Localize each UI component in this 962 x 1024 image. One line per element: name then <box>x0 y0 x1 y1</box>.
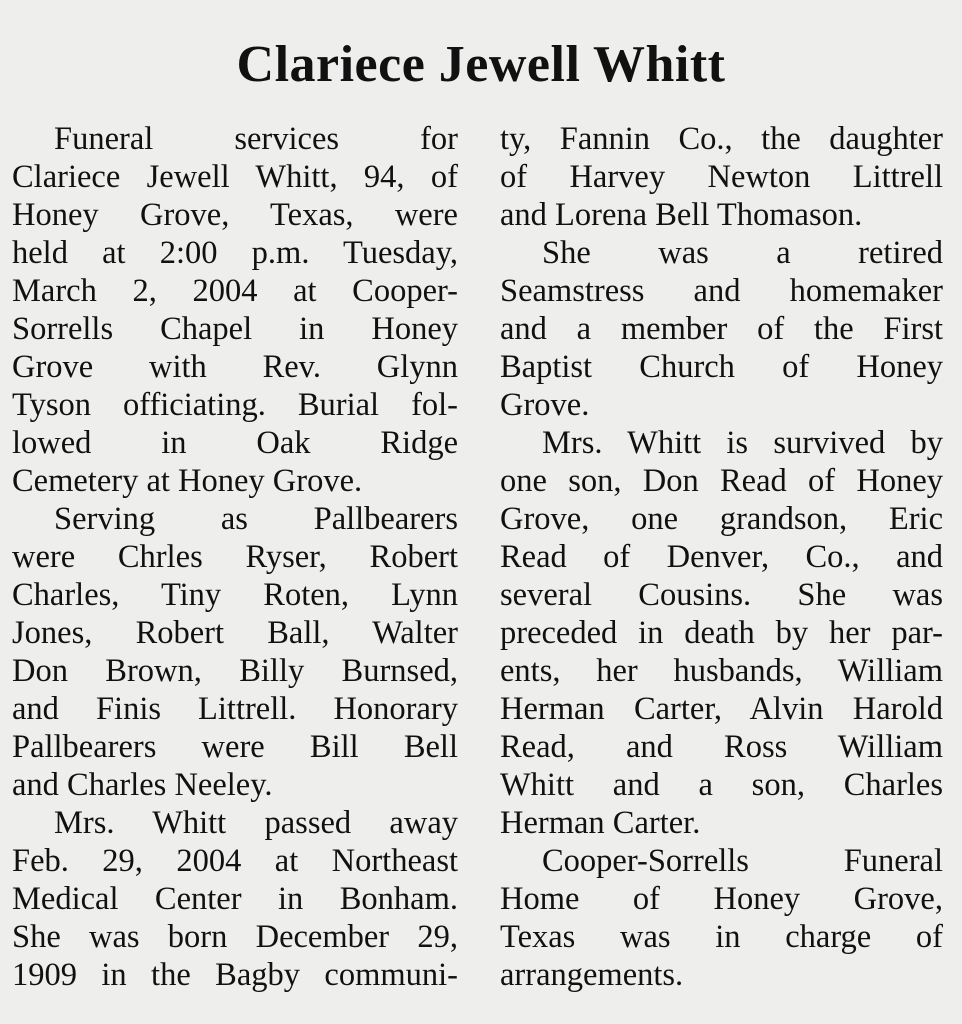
text-line: Seamstress and homemaker <box>500 273 943 309</box>
text-line: Cemetery at Honey Grove. <box>12 463 363 499</box>
text-line: Medical Center in Bonham. <box>12 881 458 917</box>
text-line: Grove with Rev. Glynn <box>12 349 458 385</box>
text-line: Grove, one grandson, Eric <box>500 501 943 537</box>
text-line: and Finis Littrell. Honorary <box>12 691 458 727</box>
text-line: Home of Honey Grove, <box>500 881 943 917</box>
text-line: one son, Don Read of Honey <box>500 463 943 499</box>
text-line: Cooper-Sorrells Funeral <box>542 843 943 879</box>
obituary-title: Clariece Jewell Whitt <box>236 36 726 93</box>
text-line: several Cousins. She was <box>500 577 943 613</box>
text-line: Sorrells Chapel in Honey <box>12 311 458 347</box>
text-line: Grove. <box>500 387 590 423</box>
text-line: and a member of the First <box>500 311 943 347</box>
text-line: ty, Fannin Co., the daughter <box>500 121 943 157</box>
text-line: Mrs. Whitt is survived by <box>542 425 943 461</box>
text-line: Feb. 29, 2004 at Northeast <box>12 843 458 879</box>
text-line: Clariece Jewell Whitt, 94, of <box>12 159 458 195</box>
text-line: Read, and Ross William <box>500 729 943 765</box>
text-line: ents, her husbands, William <box>500 653 943 689</box>
text-line: Pallbearers were Bill Bell <box>12 729 458 765</box>
left-column <box>12 120 458 994</box>
right-column <box>500 120 943 994</box>
text-line: Texas was in charge of <box>500 919 943 955</box>
text-line: Don Brown, Billy Burnsed, <box>12 653 458 689</box>
text-line: and Lorena Bell Thomason. <box>500 197 863 233</box>
text-line: Funeral services for <box>54 121 458 157</box>
text-line: Herman Carter, Alvin Harold <box>500 691 943 727</box>
text-line: Jones, Robert Ball, Walter <box>12 615 458 651</box>
text-line: arrangements. <box>500 957 684 993</box>
text-line: Herman Carter. <box>500 805 701 841</box>
text-line: Read of Denver, Co., and <box>500 539 943 575</box>
text-line: Whitt and a son, Charles <box>500 767 943 803</box>
text-line: preceded in death by her par- <box>500 615 943 651</box>
text-line: She was a retired <box>542 235 943 271</box>
text-line: Baptist Church of Honey <box>500 349 943 385</box>
text-line: held at 2:00 p.m. Tuesday, <box>12 235 458 271</box>
text-line: 1909 in the Bagby communi- <box>12 957 458 993</box>
text-line: Serving as Pallbearers <box>54 501 458 537</box>
text-line: Charles, Tiny Roten, Lynn <box>12 577 458 613</box>
text-line: She was born December 29, <box>12 919 458 955</box>
text-line: Honey Grove, Texas, were <box>12 197 458 233</box>
text-line: March 2, 2004 at Cooper- <box>12 273 458 309</box>
text-line: were Chrles Ryser, Robert <box>12 539 458 575</box>
text-line: lowed in Oak Ridge <box>12 425 458 461</box>
text-line: Mrs. Whitt passed away <box>54 805 458 841</box>
text-line: of Harvey Newton Littrell <box>500 159 943 195</box>
text-line: and Charles Neeley. <box>12 767 273 803</box>
text-line: Tyson officiating. Burial fol- <box>12 387 458 423</box>
